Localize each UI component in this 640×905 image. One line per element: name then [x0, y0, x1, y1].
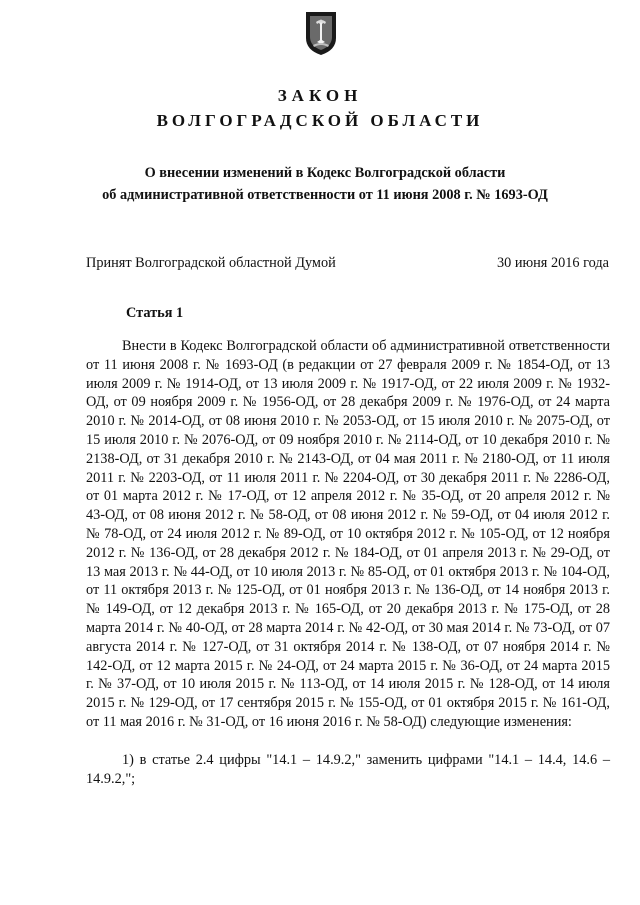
law-heading: ЗАКОН [277, 86, 363, 105]
article-item-1: 1) в статье 2.4 цифры "14.1 – 14.9.2," заменить цифрами "14.1 – 14.4, 14.6 – 14.9.2,"; [86, 752, 610, 787]
volgograd-coat-of-arms-icon [304, 10, 338, 56]
article-body: Внести в Кодекс Волгоградской области об административной ответственности от 11 июня 2008 г. № 1693-ОД (в редакции от 27 февраля 2009 г. № 1854-ОД, от 13 июля 2009 г. № 1914-ОД, от 13 июля 2009 г. № 1917-ОД, от 22 июля 2009 г. № 1932-ОД, от 09 ноября 2009 г. № 1956-ОД, от 28 декабря 2009 г. № 1976-ОД, от 24 марта 2010 г. № 2014-ОД, от 08 июня 2010 г. № 2053-ОД, от 15 июля 2010 г. № 2075-ОД, от 15 июля 2010 г. № 2076-ОД, от 09 ноября 2010 г. № 2114-ОД, от 10 декабря 2010 г. № 2138-ОД, от 31 декабря 2010 г. № 2143-ОД, от 04 мая 2011 г. № 2180-ОД, от 11 июля 2011 г. № 2203-ОД, от 11 июля 2011 г. № 2204-ОД, от 30 декабря 2011 г. № 2286-ОД, от 01 марта 2012 г. № 17-ОД, от 12 апреля 2012 г. № 35-ОД, от 20 апреля 2012 г. № 43-ОД, от 08 июня 2012 г. № 58-ОД, от 08 июня 2012 г. № 59-ОД, от 04 июля 2012 г. № 78-ОД, от 24 июля 2012 г. № 89-ОД, от 10 октября 2012 г. № 105-ОД, от 12 ноября 2012 г. № 136-ОД, от 28 декабря 2012 г. № 184-ОД, от 01 апреля 2013 г. № 29-ОД, от 13 мая 2013 г. № 44-ОД, от 10 июля 2013 г. № 85-ОД, от 01 октября 2013 г. № 104-ОД, от 11 октября 2013 г. № 125-ОД, от 01 ноября 2013 г. № 136-ОД, от 14 ноября 2013 г. № 149-ОД, от 12 декабря 2013 г. № 165-ОД, от 20 декабря 2013 г. № 175-ОД, от 28 марта 2014 г. № 40-ОД, от 28 марта 2014 г. № 42-ОД, от 30 мая 2014 г. № 73-ОД, от 07 августа 2014 г. № 127-ОД, от 31 октября 2014 г. № 138-ОД, от 07 ноября 2014 г. № 142-ОД, от 12 марта 2015 г. № 24-ОД, от 24 марта 2015 г. № 36-ОД, от 24 марта 2015 г. № 37-ОД, от 10 июля 2015 г. № 113-ОД, от 14 июля 2015 г. № 128-ОД, от 14 июля 2015 г. № 129-ОД, от 17 сентября 2015 г. № 155-ОД, от 01 октября 2015 г. № 161-ОД, от 11 мая 2016 г. № 31-ОД, от 16 июня 2016 г. № 58-ОД) следующие изменения: [86, 338, 610, 730]
adopted-by: Принят Волгоградской областной Думой [86, 255, 336, 271]
subtitle-line-1: О внесении изменений в Кодекс Волгоградской области [144, 165, 506, 181]
law-subtitle [60, 162, 590, 206]
adoption-line [86, 255, 609, 272]
article-title: Статья 1 [126, 305, 184, 321]
subtitle-line-2: об административной ответственности от 11 июня 2008 г. № 1693-ОД [102, 187, 548, 203]
region-heading: ВОЛГОГРАДСКОЙ ОБЛАСТИ [156, 111, 484, 130]
adopted-date: 30 июня 2016 года [496, 255, 609, 271]
